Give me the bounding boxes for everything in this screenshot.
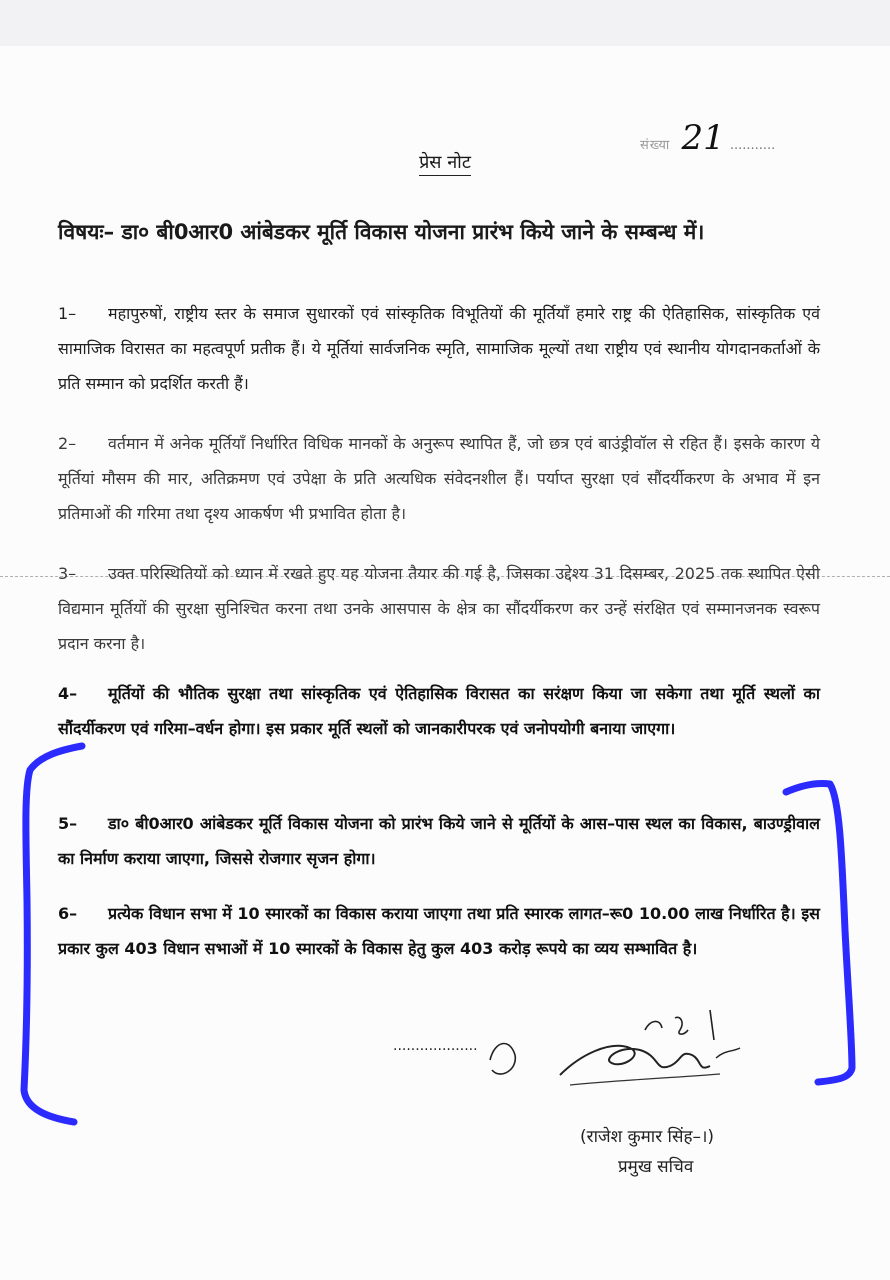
page-number-label: संख्या [640,138,671,153]
paragraph-text: डा० बी0आर0 आंबेडकर मूर्ति विकास योजना को प्रारंभ किये जाने से मूर्तियों के आस–पास स्थल का विकास, बाउण्ड्रीवाल का निर्माण कराया जाएगा, जिससे रोजगार सृजन होगा। [58,814,820,868]
paragraph-number: 1– [58,304,77,323]
paragraph-3 [58,556,820,661]
paragraph-text: महापुरुषों, राष्ट्रीय स्तर के समाज सुधारकों एवं सांस्कृतिक विभूतियों की मूर्तियाँ हमारे राष्ट्र की ऐतिहासिक, सांस्कृतिक एवं सामाजिक विरासत का महत्वपूर्ण प्रतीक हैं। ये मूर्तियां सार्वजनिक स्मृति, सामाजिक मूल्यों तथा राष्ट्रीय एवं स्थानीय योगदानकर्ताओं के प्रति सम्मान को प्रदर्शित करती हैं। [58,304,820,393]
paragraph-4 [58,676,820,746]
subject-line: विषयः– डा० बी0आर0 आंबेडकर मूर्ति विकास योजना प्रारंभ किये जाने के सम्बन्ध में। [58,220,705,244]
paragraph-number: 2– [58,434,77,453]
paragraph-1 [58,296,820,401]
paragraph-text: प्रत्येक विधान सभा में 10 स्मारकों का विकास कराया जाएगा तथा प्रति स्मारक लागत–रू0 10.00 लाख निर्धारित है। इस प्रकार कुल 403 विधान सभाओं में 10 स्मारकों के विकास हेतु कुल 403 करोड़ रूपये का व्यय सम्भावित है। [58,904,820,958]
signatory-designation: प्रमुख सचिव [618,1157,694,1177]
signatory-name: (राजेश कुमार सिंह–।) [580,1127,715,1147]
paragraph-text: वर्तमान में अनेक मूर्तियाँ निर्धारित विधिक मानकों के अनुरूप स्थापित हैं, जो छत्र एवं बाउंड्रीवॉल से रहित हैं। इसके कारण ये मूर्तियां मौसम की मार, अतिक्रमण एवं उपेक्षा के प्रति अत्यधिक संवेदनशील हैं। पर्याप्त सुरक्षा एवं सौंदर्यीकरण के अभाव में इन प्रतिमाओं की गरिमा तथा दृश्य आकर्षण भी प्रभावित होता है। [58,434,820,523]
paragraph-text: उक्त परिस्थितियों को ध्यान में रखते हुए यह योजना तैयार की गई है, जिसका उद्देश्य 31 दिसम्बर, 2025 तक स्थापित ऐसी विद्यमान मूर्तियों की सुरक्षा सुनिश्चित करना तथा उनके आसपास के क्षेत्र का सौंदर्यीकरण कर उन्हें संरक्षित एवं सम्मानजनक स्वरूप प्रदान करना है। [58,564,820,653]
page-number-value: 21 [681,118,725,158]
paragraph-6 [58,896,820,966]
page-number-dots: ........... [729,138,776,153]
paragraph-5 [58,806,820,876]
paragraph-number: 5– [58,814,78,833]
handwritten-signature [470,1000,770,1100]
signature-dots: ................... [393,1038,478,1054]
paragraph-text: मूर्तियों की भौतिक सुरक्षा तथा सांस्कृतिक एवं ऐतिहासिक विरासत का सरंक्षण किया जा सकेगा तथा मूर्ति स्थलों का सौंदर्यीकरण एवं गरिमा–वर्धन होगा। इस प्रकार मूर्ति स्थलों को जानकारीपरक एवं जनोपयोगी बनाया जाएगा। [58,684,820,738]
paragraph-number: 6– [58,904,78,923]
paragraph-number: 3– [58,564,77,583]
top-band [0,0,890,47]
title-text: प्रेस नोट [419,152,471,176]
paragraph-number: 4– [58,684,78,703]
press-note-title [0,150,890,174]
paragraph-2 [58,426,820,531]
